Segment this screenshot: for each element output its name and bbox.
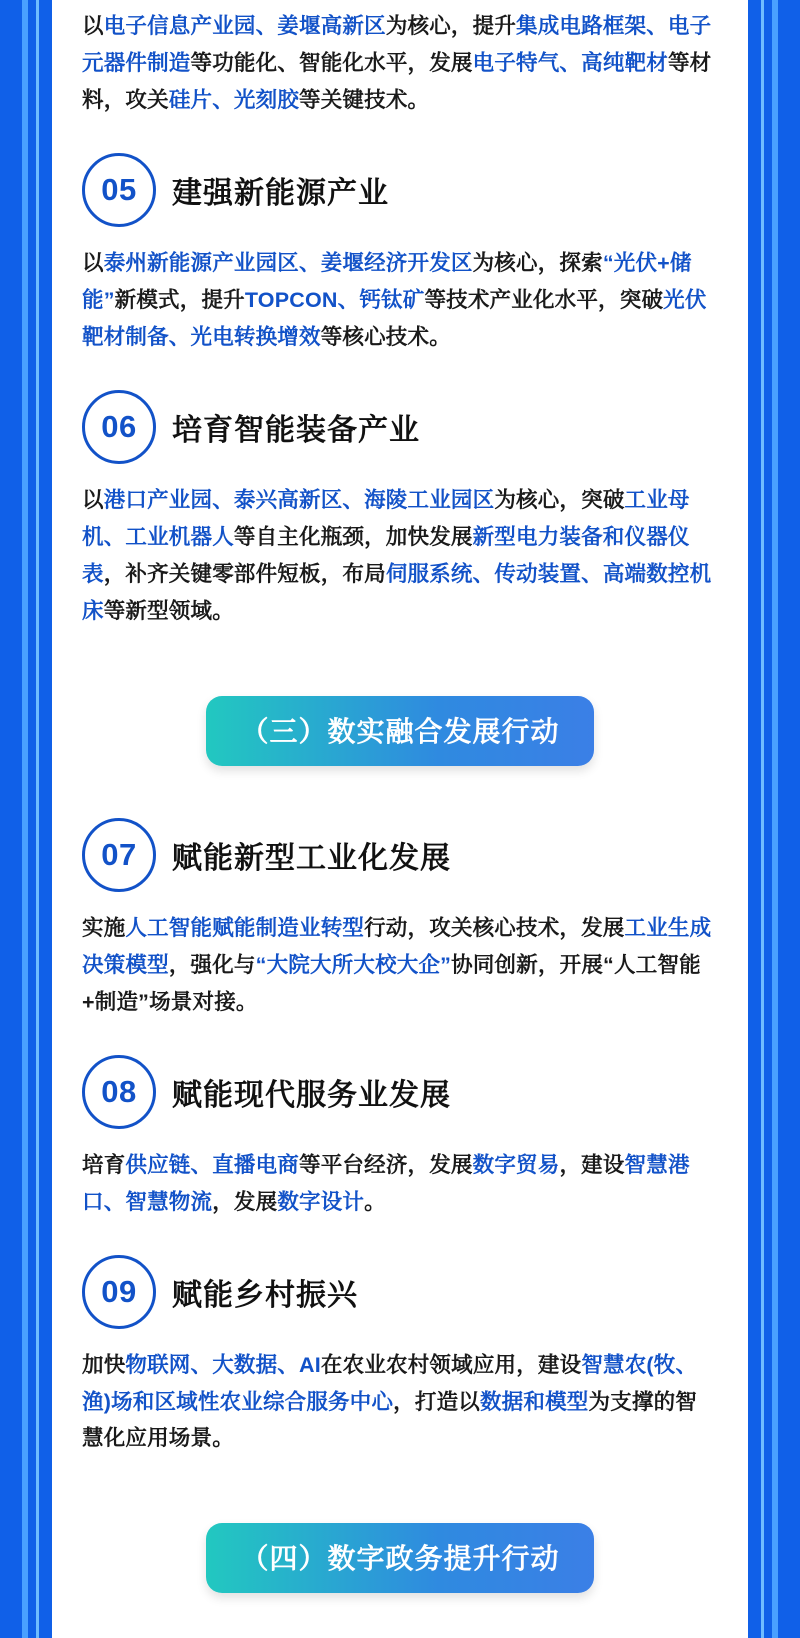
plain-text: ，发展 (212, 1189, 278, 1214)
section-item-09 (82, 1255, 718, 1329)
item-title: 培育智能装备产业 (172, 413, 420, 447)
plain-text: 以 (82, 14, 104, 38)
highlighted-text: 伺服系统、传动装置、高端数控机床 (82, 561, 712, 623)
paragraph-item-06 (82, 482, 718, 630)
plain-text: 等自主化瓶颈，加快发展 (233, 524, 473, 549)
section-item-05 (82, 153, 718, 227)
document-page (52, 0, 748, 1638)
paragraph-item-05 (82, 245, 718, 356)
plain-text: 新模式，提升 (114, 287, 245, 312)
plain-text: 以 (82, 250, 104, 275)
section-item-07 (82, 818, 718, 892)
highlighted-text: 数据和模型 (479, 1389, 589, 1414)
plain-text: 等关键技术。 (299, 87, 430, 112)
highlighted-text: 电子特气、高纯靶材 (472, 50, 668, 75)
plain-text: 。 (364, 1189, 386, 1214)
item-title: 赋能现代服务业发展 (172, 1078, 451, 1112)
plain-text: 等核心技术。 (320, 324, 451, 349)
plain-text: 协同创新，开展“人工智能+制造”场景对接。 (82, 952, 701, 1014)
plain-text: 加快 (82, 1352, 126, 1377)
plain-text: 行动，攻关核心技术，发展 (364, 915, 625, 940)
highlighted-text: 新型电力装备和仪器仪表 (82, 524, 690, 586)
item-number-badge: 09 (82, 1255, 156, 1329)
item-number-badge: 07 (82, 818, 156, 892)
highlighted-text: 泰州新能源产业园区、姜堰经济开发区 (103, 250, 473, 275)
highlighted-text: 数字贸易 (472, 1152, 560, 1177)
plain-text: 等材料，攻关 (82, 50, 712, 112)
plain-text: 等技术产业化水平，突破 (424, 287, 664, 312)
highlighted-text: 硅片、光刻胶 (168, 87, 300, 112)
plain-text: 为支撑的智慧化应用场景。 (82, 1389, 698, 1451)
section-banner-three: （三）数实融合发展行动 (206, 696, 593, 766)
highlighted-text: 港口产业园、泰兴高新区、海陵工业园区 (103, 487, 495, 512)
item-number-badge: 06 (82, 390, 156, 464)
plain-text: 以 (82, 487, 104, 512)
plain-text: ，打造以 (393, 1389, 480, 1414)
highlighted-text: 光伏靶材制备、光电转换增效 (82, 287, 707, 349)
plain-text: 培育 (82, 1152, 126, 1177)
plain-text: 等平台经济，发展 (299, 1152, 473, 1177)
decorative-right-band (772, 0, 778, 1638)
decorative-left-band-thin (36, 0, 39, 1638)
item-number-badge: 05 (82, 153, 156, 227)
plain-text: 实施 (82, 915, 126, 940)
highlighted-text: 电子信息产业园、姜堰高新区 (103, 14, 386, 38)
section-item-06 (82, 390, 718, 464)
paragraph-item-08 (82, 1147, 718, 1221)
section-banner-three-wrap (82, 696, 718, 766)
highlighted-text: “光伏+储能” (82, 250, 692, 312)
highlighted-text: 人工智能赋能制造业转型 (125, 915, 365, 940)
plain-text: 等新型领域。 (103, 598, 234, 623)
highlighted-text: 集成电路框架、电子元器件制造 (82, 14, 712, 75)
plain-text: ，补齐关键零部件短板，布局 (103, 561, 386, 586)
plain-text: 为核心，探索 (472, 250, 603, 275)
plain-text: 为核心，提升 (385, 14, 517, 38)
plain-text: 等功能化、智能化水平，发展 (190, 50, 473, 75)
highlighted-text: 数字设计 (277, 1189, 365, 1214)
section-item-08 (82, 1055, 718, 1129)
highlighted-text: 智慧港口、智慧物流 (82, 1152, 690, 1214)
item-title: 赋能新型工业化发展 (172, 841, 451, 875)
highlighted-text: 工业母机、工业机器人 (82, 487, 690, 549)
item-title: 建强新能源产业 (172, 176, 389, 210)
section-banner-four-wrap (82, 1523, 718, 1593)
item-title: 赋能乡村振兴 (172, 1278, 358, 1312)
highlighted-text: 供应链、直播电商 (125, 1152, 300, 1177)
highlighted-text: TOPCON、钙钛矿 (244, 287, 425, 312)
decorative-right-band-thin (761, 0, 764, 1638)
highlighted-text: 物联网、大数据、AI (125, 1352, 321, 1377)
plain-text: ，强化与 (168, 952, 256, 977)
plain-text: 为核心，突破 (494, 487, 625, 512)
item-number-badge: 08 (82, 1055, 156, 1129)
paragraph-item-09 (82, 1347, 718, 1458)
paragraph-intro (82, 8, 718, 119)
highlighted-text: “大院大所大校大企” (255, 952, 452, 977)
plain-text: ，建设 (559, 1152, 625, 1177)
plain-text: 在农业农村领域应用，建设 (320, 1352, 582, 1377)
paragraph-item-07 (82, 910, 718, 1021)
highlighted-text: 智慧农(牧、渔)场和区域性农业综合服务中心 (82, 1352, 698, 1414)
section-banner-four: （四）数字政务提升行动 (206, 1523, 593, 1593)
decorative-left-band (22, 0, 28, 1638)
highlighted-text: 工业生成决策模型 (82, 915, 712, 977)
